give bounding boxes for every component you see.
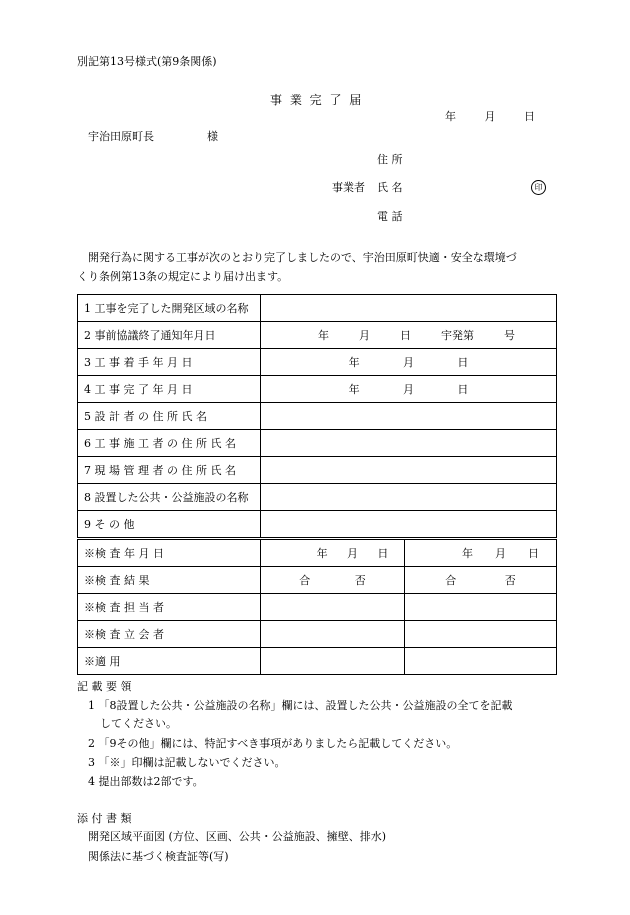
value-cell[interactable] [261,403,557,430]
inspection-row [78,567,557,594]
attachment-item: 開発区域平面図 (方位、区画、公共・公益施設、擁壁、排水) [88,830,387,843]
value-cell[interactable]: 年 月 日 [261,376,557,403]
row-label: 9 そ の 他 [78,511,261,539]
row-label: 3 工 事 着 手 年 月 日 [78,349,261,376]
value-cell[interactable]: 年 月 日 宇発第 号 [261,322,557,349]
intro-line-1: 開発行為に関する工事が次のとおり完了しましたので、宇治田原町快適・安全な環境づ [88,251,517,264]
value-cell[interactable] [261,511,557,539]
table-row [78,484,557,511]
seal-icon: 印 [531,180,546,195]
submission-date: 年 月 日 [445,110,535,123]
value-cell[interactable] [261,430,557,457]
table-row [78,457,557,484]
inspection-value-a[interactable] [261,594,405,621]
inspection-value-a[interactable]: 合 否 [261,567,405,594]
row-label: 4 工 事 完 了 年 月 日 [78,376,261,403]
inspection-row [78,539,557,567]
inspection-value-b[interactable]: 合 否 [405,567,557,594]
phone-label: 電 話 [377,210,403,223]
table-row [78,295,557,322]
table-row [78,403,557,430]
inspection-row [78,621,557,648]
value-cell[interactable] [261,295,557,322]
name-label: 氏 名 [377,181,403,194]
inspection-label: ※検 査 年 月 日 [78,539,261,567]
value-cell[interactable] [261,457,557,484]
inspection-value-a[interactable]: 年 月 日 [261,539,405,567]
honorific: 様 [207,130,218,143]
inspection-label: ※適 用 [78,648,261,675]
row-label: 7 現 場 管 理 者 の 住 所 氏 名 [78,457,261,484]
inspection-value-b[interactable] [405,648,557,675]
form-number: 別記第13号様式(第9条関係) [77,55,217,68]
inspection-value-b[interactable] [405,594,557,621]
inspection-row [78,648,557,675]
note-item: してください。 [100,717,177,730]
row-label: 8 設置した公共・公益施設の名称 [78,484,261,511]
applicant-prefix: 事業者 [332,181,365,194]
attachment-item: 関係法に基づく検査証等(写) [88,850,229,863]
intro-line-2: くり条例第13条の規定により届け出ます。 [77,270,289,283]
table-row [78,511,557,539]
table-row [78,376,557,403]
address-label: 住 所 [377,153,403,166]
row-label: 1 工事を完了した開発区域の名称 [78,295,261,322]
inspection-value-a[interactable] [261,648,405,675]
table-row [78,349,557,376]
row-label: 6 工 事 施 工 者 の 住 所 氏 名 [78,430,261,457]
completion-form-table [77,294,557,675]
inspection-label: ※検 査 立 会 者 [78,621,261,648]
note-item: 2 「9その他」欄には、特記すべき事項がありましたら記載してください。 [88,737,458,750]
note-item: 4 提出部数は2部です。 [88,775,204,788]
note-item: 3 「※」印欄は記載しないでください。 [88,756,286,769]
table-row [78,430,557,457]
attachments-heading: 添 付 書 類 [77,812,132,825]
value-cell[interactable] [261,484,557,511]
inspection-label: ※検 査 担 当 者 [78,594,261,621]
note-item: 1 「8設置した公共・公益施設の名称」欄には、設置した公共・公益施設の全てを記載 [88,699,513,712]
inspection-row [78,594,557,621]
value-cell[interactable]: 年 月 日 [261,349,557,376]
table-row [78,322,557,349]
seal-mark [531,180,546,195]
inspection-label: ※検 査 結 果 [78,567,261,594]
inspection-value-b[interactable]: 年 月 日 [405,539,557,567]
addressee: 宇治田原町長 [88,130,154,143]
document-title: 事 業 完 了 届 [270,93,364,107]
inspection-value-a[interactable] [261,621,405,648]
notes-heading: 記 載 要 領 [77,680,132,693]
row-label: 2 事前協議終了通知年月日 [78,322,261,349]
row-label: 5 設 計 者 の 住 所 氏 名 [78,403,261,430]
inspection-value-b[interactable] [405,621,557,648]
